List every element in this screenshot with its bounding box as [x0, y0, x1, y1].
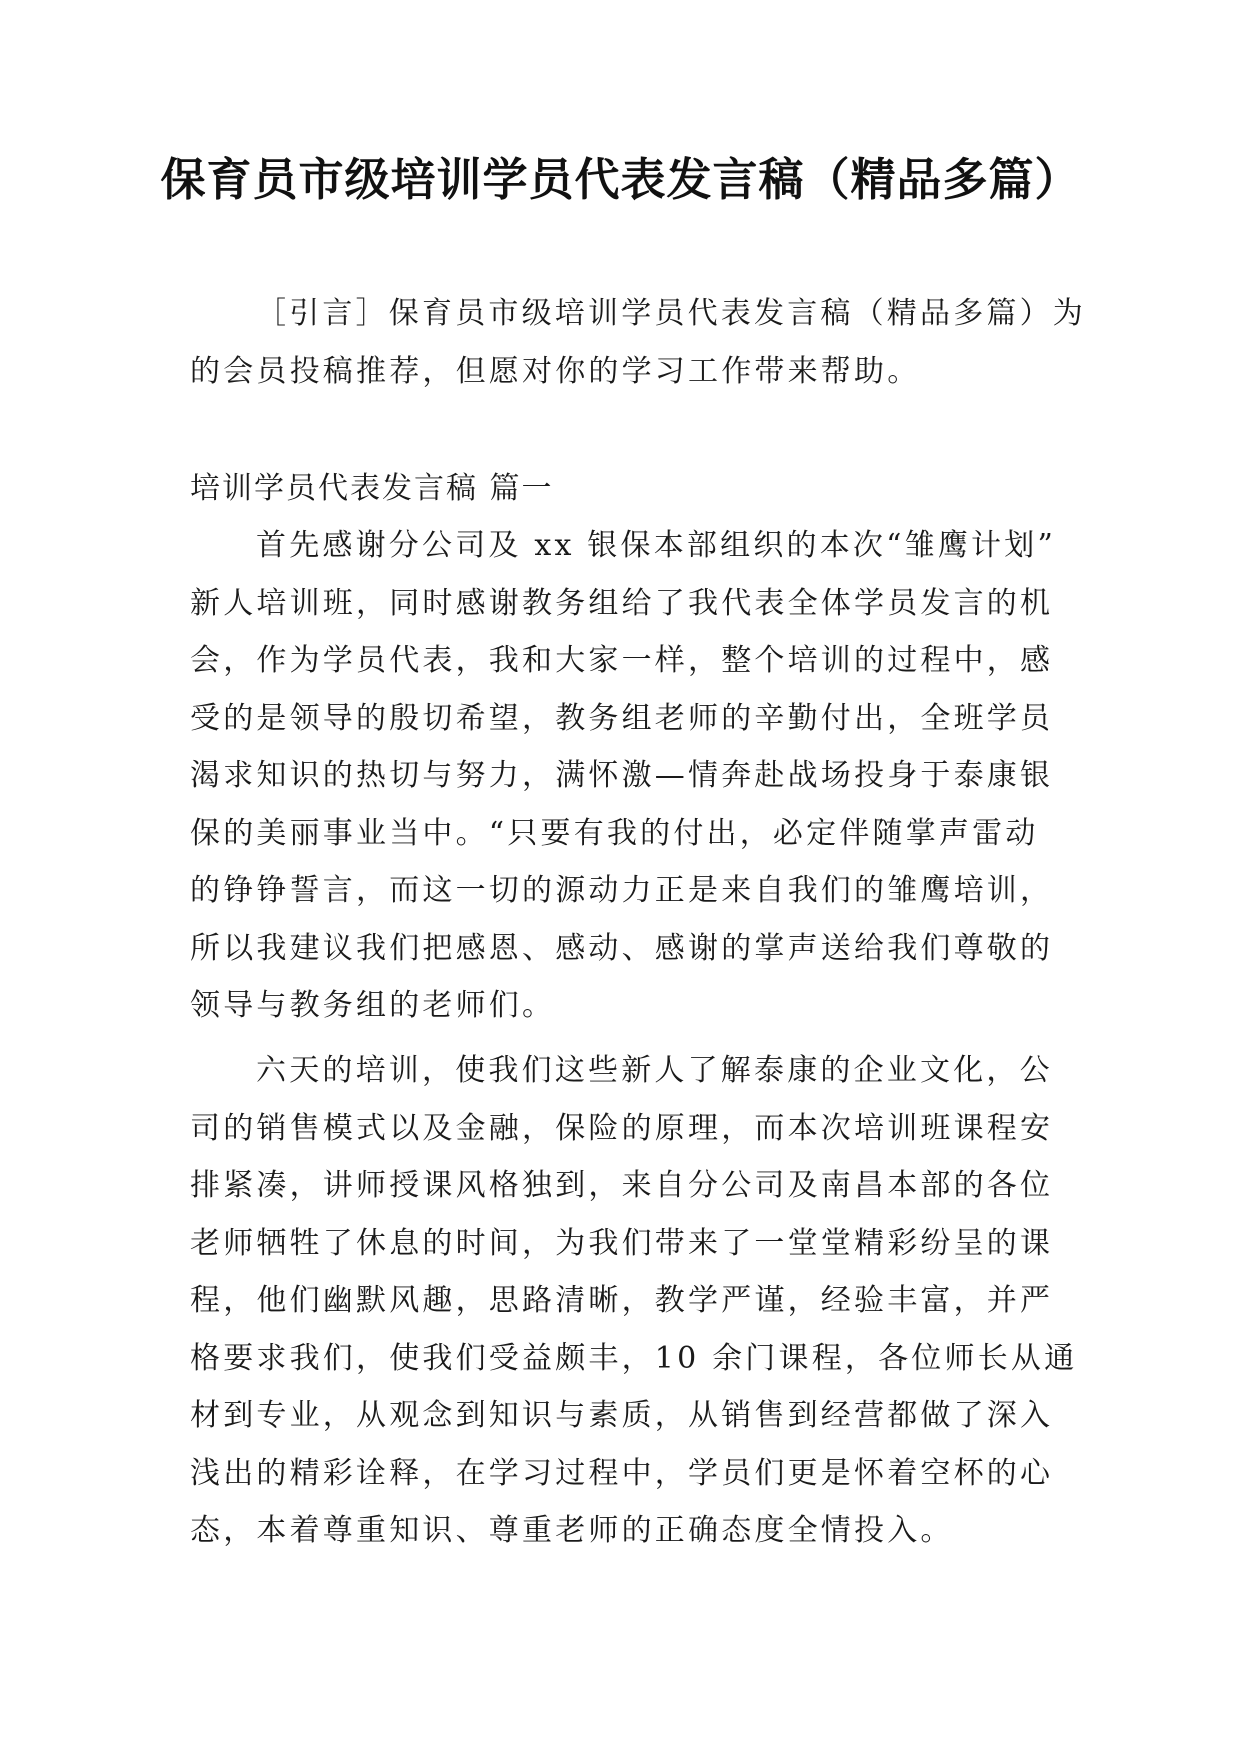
paragraph-line: 的铮铮誓言，而这一切的源动力正是来自我们的雏鹰培训，	[190, 873, 1054, 908]
paragraph-line: 态，本着尊重知识、尊重老师的正确态度全情投入。	[190, 1513, 954, 1548]
paragraph-line: 保的美丽事业当中。“只要有我的付出，必定伴随掌声雷动	[190, 815, 1039, 851]
intro-line: 的会员投稿推荐，但愿对你的学习工作带来帮助。	[190, 353, 921, 389]
paragraph-line: 老师牺牲了休息的时间，为我们带来了一堂堂精彩纷呈的课	[190, 1225, 1054, 1261]
paragraph-line: 渴求知识的热切与努力，满怀激—情奔赴战场投身于泰康银	[190, 758, 1054, 793]
paragraph-line: 所以我建议我们把感恩、感动、感谢的掌声送给我们尊敬的	[190, 930, 1054, 966]
paragraph-line: 受的是领导的殷切希望，教务组老师的辛勤付出，全班学员	[190, 700, 1054, 736]
paragraph-line: 领导与教务组的老师们。	[190, 988, 556, 1023]
paragraph-line: 六天的培训，使我们这些新人了解泰康的企业文化，公	[256, 1053, 1053, 1088]
paragraph-line: 材到专业，从观念到知识与素质，从销售到经营都做了深入	[190, 1398, 1054, 1433]
paragraph-line: 司的销售模式以及金融，保险的原理，而本次培训班课程安	[190, 1110, 1054, 1146]
paragraph-line: 程，他们幽默风趣，思路清晰，教学严谨，经验丰富，并严	[190, 1283, 1054, 1318]
paragraph-line: 首先感谢分公司及 xx 银保本部组织的本次“雏鹰计划”	[256, 528, 1056, 563]
paragraph-line: 格要求我们，使我们受益颇丰，10 余门课程，各位师长从通	[190, 1340, 1078, 1376]
paragraph-2	[190, 1042, 1078, 1560]
paragraph-1	[190, 517, 1056, 1035]
intro-line: ［引言］保育员市级培训学员代表发言稿（精品多篇）为	[256, 296, 1086, 331]
paragraph-line: 浅出的精彩诠释，在学习过程中，学员们更是怀着空杯的心	[190, 1455, 1054, 1491]
paragraph-line: 排紧凑，讲师授课风格独到，来自分公司及南昌本部的各位	[190, 1168, 1054, 1203]
paragraph-line: 新人培训班，同时感谢教务组给了我代表全体学员发言的机	[190, 585, 1054, 621]
paragraph-line: 会，作为学员代表，我和大家一样，整个培训的过程中，感	[190, 643, 1054, 678]
section-heading: 培训学员代表发言稿 篇一	[190, 471, 554, 506]
document-title: 保育员市级培训学员代表发言稿（精品多篇）	[160, 153, 1081, 206]
intro-paragraph	[190, 285, 1086, 400]
